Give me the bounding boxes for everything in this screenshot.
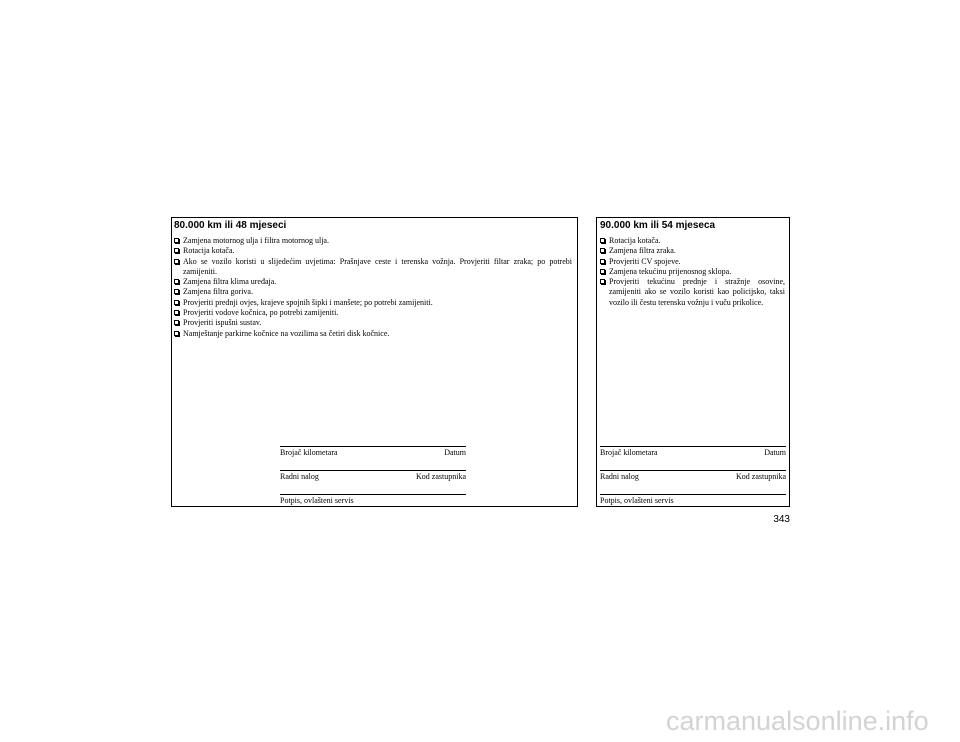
odometer-label: Brojač kilometara [600,448,658,457]
checklist-item: Provjeriti tekućinu prednje i stražnje osovine, zamijeniti ako se vozilo koristi kao policijsko, taksi vozilo ili čestu terensku vožnju i vuču prikolice. [600,277,785,308]
work-order-label: Radni nalog [600,472,639,481]
checklist-item: Provjeriti ispušni sustav. [174,318,572,328]
work-order-line [280,470,466,471]
maintenance-title-80000km: 80.000 km ili 48 mjeseci [174,220,287,231]
work-order-label: Radni nalog [280,472,319,481]
checklist-item: Rotacija kotača. [174,246,572,256]
checkbox-icon [174,279,179,284]
checkbox-icon [174,331,179,336]
checkbox-icon [174,248,179,253]
checklist-item: Zamjena filtra zraka. [600,246,785,256]
checklist-item: Provjeriti prednji ovjes, krajeve spojnih šipki i manšete; po potrebi zamijeniti. [174,298,572,308]
checkbox-icon [600,259,605,264]
date-label: Datum [444,448,466,457]
checkbox-icon [174,320,179,325]
checkbox-icon [600,269,605,274]
checklist-item: Rotacija kotača. [600,236,785,246]
checklist-item: Provjeriti CV spojeve. [600,257,785,267]
maintenance-title-90000km: 90.000 km ili 54 mjeseca [600,220,716,231]
checklist-item: Ako se vozilo koristi u slijedećim uvjetima: Prašnjave ceste i terenska vožnja. Provjeriti filtar zraka; po potrebi zamijeniti. [174,257,572,278]
checklist-item: Namještanje parkirne kočnice na vozilima sa četiri disk kočnice. [174,329,572,339]
checkbox-icon [174,310,179,315]
work-order-line [600,470,786,471]
checklist-item: Zamjena filtra klima uređaja. [174,277,572,287]
checklist-item: Zamjena filtra goriva. [174,287,572,297]
dealer-code-label: Kod zastupnika [736,472,786,481]
checklist-80000km [174,236,572,339]
checkbox-icon [600,279,605,284]
signature-line [600,494,786,495]
checkbox-icon [174,289,179,294]
checkbox-icon [600,248,605,253]
date-label: Datum [764,448,786,457]
checklist-90000km [600,236,785,308]
odometer-label: Brojač kilometara [280,448,338,457]
dealer-code-label: Kod zastupnika [416,472,466,481]
checklist-item: Zamjena motornog ulja i filtra motornog ulja. [174,236,572,246]
checklist-item: Provjeriti vodove kočnica, po potrebi zamijeniti. [174,308,572,318]
checklist-item: Zamjena tekućinu prijenosnog sklopa. [600,267,785,277]
odometer-line [280,446,466,447]
checkbox-icon [174,300,179,305]
watermark: carmanualsonline.info [666,706,929,736]
page-number: 343 [773,514,790,525]
signature-label: Potpis, ovlašteni servis [600,496,674,505]
odometer-line [600,446,786,447]
signature-line [280,494,466,495]
checkbox-icon [174,259,179,264]
checkbox-icon [600,238,605,243]
signature-label: Potpis, ovlašteni servis [280,496,354,505]
checkbox-icon [174,238,179,243]
